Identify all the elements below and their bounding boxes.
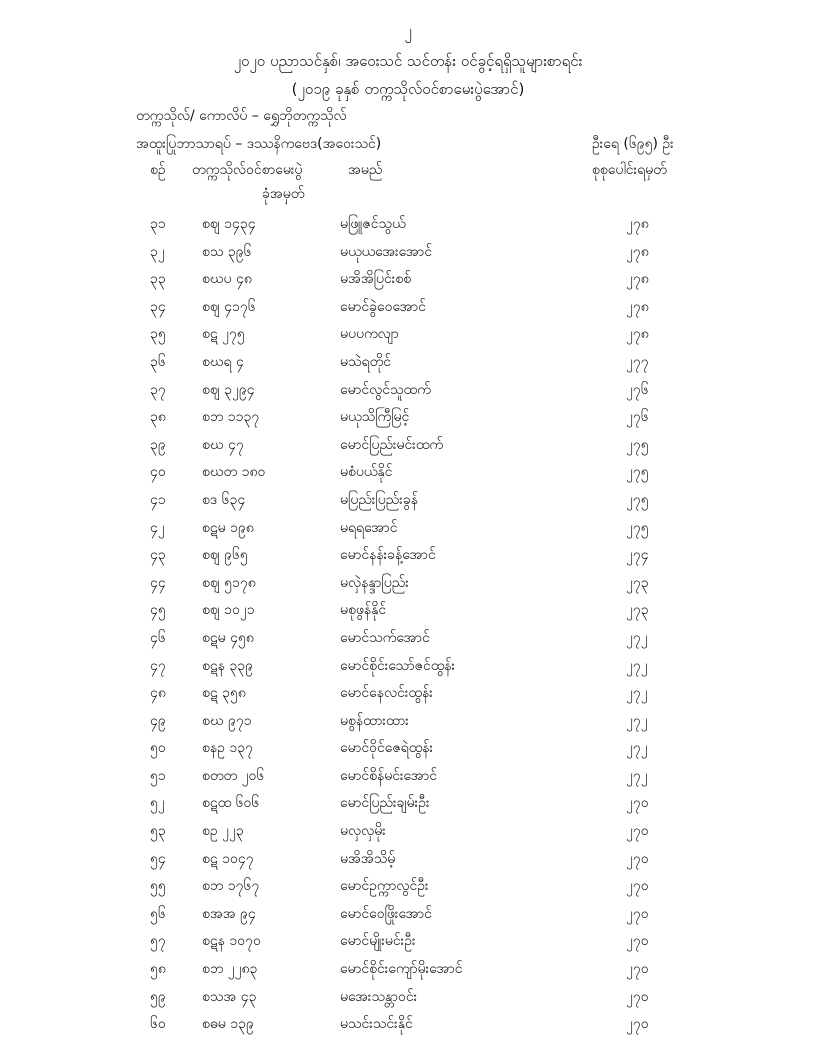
table-row bbox=[0, 1010, 816, 1038]
document-title: ၂၀၂၀ ပညာသင်နှစ်၊ အဝေးသင် သင်တန်း ဝင်ခွင့်ရရှိသူများစာရင်း bbox=[233, 52, 583, 70]
table-row bbox=[0, 624, 816, 652]
table-row bbox=[0, 927, 816, 955]
row-student-name: မစွန်ထားထား bbox=[340, 712, 409, 729]
table-row bbox=[0, 872, 816, 900]
row-serial-no: ၄၀ bbox=[150, 464, 166, 481]
row-total-marks: ၂၇၂ bbox=[626, 657, 648, 674]
row-serial-no: ၄၉ bbox=[150, 712, 166, 729]
row-student-name: မယုယအေးအောင် bbox=[340, 243, 433, 260]
table-row bbox=[0, 652, 816, 680]
header-name: အမည် bbox=[348, 162, 383, 178]
row-exam-number: စဋထ ၆၀၆ bbox=[202, 795, 260, 812]
row-serial-no: ၄၃ bbox=[150, 547, 166, 564]
row-student-name: မသဲရတိုင် bbox=[340, 353, 391, 370]
row-serial-no: ၅၆ bbox=[150, 905, 166, 922]
row-student-name: မောင်နန်းခန့်အောင် bbox=[340, 547, 436, 564]
row-exam-number: စဈ ၁၀၂၁ bbox=[202, 602, 255, 619]
row-student-name: မပပကလျာ bbox=[340, 326, 399, 343]
row-serial-no: ၃၉ bbox=[150, 436, 166, 453]
row-exam-number: စဈ ၃၂၉၄ bbox=[202, 381, 255, 398]
table-row bbox=[0, 431, 816, 459]
row-serial-no: ၄၂ bbox=[150, 519, 165, 536]
header-exam-line1: တက္ကသိုလ်ဝင်စာမေးပွဲ bbox=[192, 162, 303, 178]
table-row bbox=[0, 376, 816, 404]
table-row bbox=[0, 762, 816, 790]
row-exam-number: စသ ၃၉၆ bbox=[202, 243, 252, 260]
table-row bbox=[0, 541, 816, 569]
row-serial-no: ၅၃ bbox=[150, 823, 166, 840]
table-row bbox=[0, 238, 816, 266]
row-total-marks: ၂၇၇ bbox=[626, 353, 649, 370]
row-total-marks: ၂၇၈ bbox=[626, 271, 649, 288]
row-serial-no: ၃၆ bbox=[150, 353, 166, 370]
table-row bbox=[0, 458, 816, 486]
row-serial-no: ၃၁ bbox=[150, 216, 166, 232]
row-serial-no: ၃၅ bbox=[150, 326, 166, 343]
header-total-marks: စုစုပေါင်းရမှတ် bbox=[592, 162, 667, 178]
row-exam-number: စနဥ ၁၃၇ bbox=[202, 740, 253, 757]
row-exam-number: စဃ ၄၇ bbox=[202, 436, 244, 453]
row-total-marks: ၂၇၃ bbox=[626, 574, 649, 591]
row-student-name: မောင်ဝေဖြိုးအောင် bbox=[340, 905, 432, 922]
row-total-marks: ၂၇၀ bbox=[626, 823, 649, 840]
row-exam-number: စဥ ၂၂၃ bbox=[202, 823, 244, 840]
row-student-name: မောင်သက်အောင် bbox=[340, 629, 430, 646]
row-serial-no: ၄၅ bbox=[150, 602, 166, 619]
row-student-name: မရရအောင် bbox=[340, 519, 398, 536]
row-exam-number: စဋန ၁၀၇၀ bbox=[202, 933, 261, 950]
table-row bbox=[0, 707, 816, 735]
row-student-name: မယုသိကြီမြင့် bbox=[340, 409, 410, 426]
row-exam-number: စဈ ၄၁၇၆ bbox=[202, 298, 256, 315]
row-student-name: မောင်လွင်သူထက် bbox=[340, 381, 431, 398]
student-list bbox=[0, 210, 816, 1038]
row-exam-number: စဃ ၉၇၁ bbox=[202, 712, 252, 729]
row-total-marks: ၂၇၈ bbox=[626, 298, 649, 315]
page-number: ၂ bbox=[404, 22, 412, 40]
row-serial-no: ၃၃ bbox=[150, 271, 166, 288]
document-subtitle: (၂၀၁၉ ခုနှစ် တက္ကသိုလ်ဝင်စာမေးပွဲအောင်) bbox=[291, 80, 525, 98]
row-exam-number: စတတ ၂၀၆ bbox=[202, 767, 265, 784]
row-serial-no: ၃၂ bbox=[150, 243, 165, 260]
row-serial-no: ၃၇ bbox=[150, 381, 166, 398]
row-student-name: မောင်ဝိုင်ဇေရဲထွန်း bbox=[340, 740, 434, 757]
row-student-name: မစံပယ်နိုင် bbox=[340, 464, 393, 481]
row-exam-number: စဈ ၁၄၃၄ bbox=[202, 216, 256, 232]
row-total-marks: ၂၇၂ bbox=[626, 629, 648, 646]
row-total-marks: ၂၇၀ bbox=[626, 988, 649, 1005]
row-student-name: မောင်ခွဲဝေအောင် bbox=[340, 298, 426, 315]
row-total-marks: ၂၇၄ bbox=[626, 547, 649, 564]
row-student-name: မောင်မျိုးမင်းဦး bbox=[340, 933, 416, 950]
row-student-name: မအိအိပြင်းစစ် bbox=[340, 271, 412, 288]
table-row bbox=[0, 320, 816, 348]
row-student-name: မအေးသန္တာဝင်း bbox=[340, 988, 418, 1005]
row-serial-no: ၄၆ bbox=[150, 629, 166, 646]
row-total-marks: ၂၇၀ bbox=[626, 961, 649, 978]
row-student-name: မစုဖွန်နိုင် bbox=[340, 602, 387, 619]
row-total-marks: ၂၇၂ bbox=[626, 767, 648, 784]
row-exam-number: စဒ ၆၃၄ bbox=[202, 491, 246, 508]
row-exam-number: စဘ ၁၇၆၇ bbox=[202, 878, 260, 895]
row-total-marks: ၂၇၈ bbox=[626, 243, 649, 260]
row-total-marks: ၂၇၈ bbox=[626, 216, 649, 232]
table-row bbox=[0, 348, 816, 376]
row-student-name: မောင်စိုင်းသော်ဇင်ထွန်း bbox=[340, 657, 456, 674]
table-row bbox=[0, 596, 816, 624]
row-exam-number: စဘ ၁၁၃၇ bbox=[202, 409, 260, 426]
row-total-marks: ၂၇၆ bbox=[626, 381, 649, 398]
table-row bbox=[0, 514, 816, 542]
row-serial-no: ၅၁ bbox=[150, 767, 166, 784]
row-exam-number: စဃရ ၄ bbox=[202, 353, 244, 370]
row-exam-number: စဋ ၃၅၈ bbox=[202, 685, 246, 702]
row-student-name: မောင်နေလင်းထွန်း bbox=[340, 685, 433, 702]
table-row bbox=[0, 265, 816, 293]
row-total-marks: ၂၇၅ bbox=[626, 464, 649, 481]
row-total-marks: ၂၇၃ bbox=[626, 602, 649, 619]
row-serial-no: ၃၄ bbox=[150, 298, 166, 315]
row-total-marks: ၂၇၀ bbox=[626, 878, 649, 895]
row-student-name: မောင်စိန်မင်းအောင် bbox=[340, 767, 437, 784]
row-student-name: မသင်းသင်းနိုင် bbox=[340, 1016, 413, 1033]
row-total-marks: ၂၇၀ bbox=[626, 905, 649, 922]
table-row bbox=[0, 569, 816, 597]
row-serial-no: ၃၈ bbox=[150, 409, 166, 426]
table-row bbox=[0, 293, 816, 321]
row-total-marks: ၂၇၅ bbox=[626, 491, 649, 508]
total-count: ဦးရေ (၆၉၅) ဦး bbox=[592, 136, 674, 152]
row-total-marks: ၂၇၅ bbox=[626, 519, 649, 536]
table-row bbox=[0, 983, 816, 1011]
row-exam-number: စဃပ ၄၈ bbox=[202, 271, 252, 288]
table-row bbox=[0, 789, 816, 817]
row-serial-no: ၆၀ bbox=[150, 1016, 166, 1033]
row-serial-no: ၅၉ bbox=[150, 988, 166, 1005]
major-line: အထူးပြုဘာသာရပ် – ဒဿနိကဗေဒ(အဝေးသင်) bbox=[136, 136, 382, 152]
row-serial-no: ၅၂ bbox=[150, 795, 165, 812]
row-total-marks: ၂၇၀ bbox=[626, 850, 649, 867]
table-row bbox=[0, 817, 816, 845]
row-total-marks: ၂၇၆ bbox=[626, 409, 649, 426]
row-total-marks: ၂၇၀ bbox=[626, 1016, 649, 1033]
row-student-name: မဖြူဇင်သွယ် bbox=[340, 216, 406, 232]
row-serial-no: ၄၁ bbox=[150, 491, 166, 508]
row-exam-number: စဋ ၂၇၅ bbox=[202, 326, 245, 343]
table-row bbox=[0, 403, 816, 431]
row-student-name: မအိအိသိမ့် bbox=[340, 850, 396, 867]
header-exam-line2: ခုံအမှတ် bbox=[262, 186, 305, 202]
row-exam-number: စဘ ၂၂၈၃ bbox=[202, 961, 258, 978]
row-total-marks: ၂၇၂ bbox=[626, 712, 648, 729]
row-student-name: မလှလှမိုး bbox=[340, 823, 386, 840]
row-serial-no: ၅၇ bbox=[150, 933, 166, 950]
row-total-marks: ၂၇၂ bbox=[626, 685, 648, 702]
row-total-marks: ၂၇၈ bbox=[626, 326, 649, 343]
row-student-name: မပြည်းပြည်းခွန် bbox=[340, 491, 418, 508]
row-student-name: မောင်ပြည်းချမ်းဦး bbox=[340, 795, 430, 812]
university-line: တက္ကသိုလ်/ ကောလိပ် – ရွှေဘိုတက္ကသိုလ် bbox=[136, 108, 347, 124]
table-row bbox=[0, 679, 816, 707]
row-total-marks: ၂၇၀ bbox=[626, 933, 649, 950]
table-row bbox=[0, 845, 816, 873]
row-exam-number: စအအ ၉၄ bbox=[202, 905, 256, 922]
row-exam-number: စဓမ ၁၃၉ bbox=[202, 1016, 254, 1033]
table-row bbox=[0, 486, 816, 514]
row-exam-number: စဈ ၉၆၅ bbox=[202, 547, 248, 564]
row-exam-number: စဋ ၁၀၄၇ bbox=[202, 850, 254, 867]
table-row bbox=[0, 210, 816, 238]
row-student-name: မလှဲနန္ဒာပြည်း bbox=[340, 574, 409, 591]
table-row bbox=[0, 734, 816, 762]
row-serial-no: ၅၅ bbox=[150, 878, 166, 895]
row-total-marks: ၂၇၅ bbox=[626, 436, 649, 453]
row-total-marks: ၂၇၀ bbox=[626, 795, 649, 812]
row-exam-number: စဋမ ၄၅၈ bbox=[202, 629, 254, 646]
header-serial-no: စဉ် bbox=[150, 162, 166, 178]
row-total-marks: ၂၇၂ bbox=[626, 740, 648, 757]
row-serial-no: ၅၀ bbox=[150, 740, 166, 757]
row-exam-number: စသအ ၄၃ bbox=[202, 988, 257, 1005]
row-serial-no: ၄၄ bbox=[150, 574, 166, 591]
row-serial-no: ၅၈ bbox=[150, 961, 166, 978]
table-row bbox=[0, 900, 816, 928]
row-exam-number: စဈ ၅၁၇၈ bbox=[202, 574, 256, 591]
row-exam-number: စဋမ ၁၉၈ bbox=[202, 519, 254, 536]
row-student-name: မောင်ပြည်းမင်းထက် bbox=[340, 436, 444, 453]
row-serial-no: ၅၄ bbox=[150, 850, 166, 867]
row-exam-number: စဃတ ၁၈၀ bbox=[202, 464, 266, 481]
row-serial-no: ၄၈ bbox=[150, 685, 166, 702]
table-row bbox=[0, 955, 816, 983]
row-exam-number: စဋန ၃၃၉ bbox=[202, 657, 253, 674]
row-student-name: မောင်ဥက္ကာလွင်ဦး bbox=[340, 878, 429, 895]
row-student-name: မောင်စိုင်းကျော်မိုးအောင် bbox=[340, 961, 463, 978]
row-serial-no: ၄၇ bbox=[150, 657, 166, 674]
